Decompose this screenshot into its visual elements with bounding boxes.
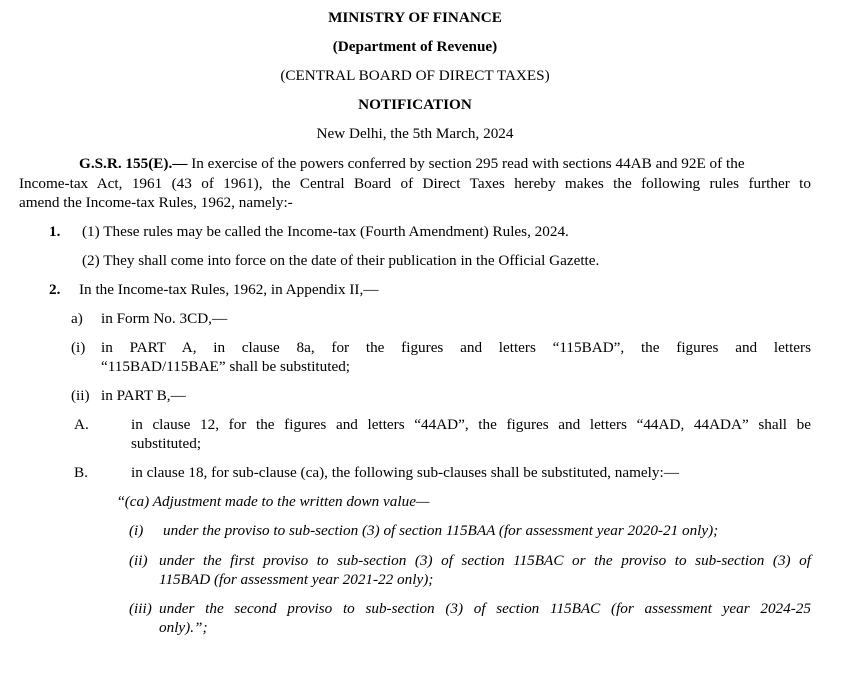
quote-item-1-line-1: under the proviso to sub-section (3) of section 115BAA (for assessment year 2020-21 only); xyxy=(163,522,719,539)
gsr-number: G.S.R. 155(E). xyxy=(79,155,173,172)
quote-item-2-label: (ii) xyxy=(129,552,148,569)
ministry-heading: MINISTRY OF FINANCE xyxy=(328,9,502,26)
board-heading: (CENTRAL BOARD OF DIRECT TAXES) xyxy=(280,67,550,84)
quote-item-1-label: (i) xyxy=(129,522,144,539)
preamble-text-1: In exercise of the powers conferred by section 295 read with sections 44AB and 92E of the xyxy=(187,155,745,172)
open-quote: “ xyxy=(118,493,125,510)
quote-item-3-line-1: under the second proviso to sub-section (3) of section 115BAC (for assessment year 2024-25 xyxy=(159,600,811,617)
preamble-line-1 xyxy=(79,154,811,173)
gsr-dash: — xyxy=(172,155,188,172)
part-b-label: (ii) xyxy=(71,387,90,404)
clause-a-label: A. xyxy=(74,416,89,433)
rule-2-text: In the Income-tax Rules, 1962, in Appendix II,— xyxy=(79,281,379,298)
sub-a-text: in Form No. 3CD,— xyxy=(101,310,228,327)
clause-b-label: B. xyxy=(74,464,88,481)
rule-1-item-1: (1) These rules may be called the Income-tax (Fourth Amendment) Rules, 2024. xyxy=(82,223,569,240)
quote-item-2-line-2: 115BAD (for assessment year 2021-22 only); xyxy=(159,571,434,588)
part-a-line-2: “115BAD/115BAE” shall be substituted; xyxy=(101,358,351,375)
department-heading: (Department of Revenue) xyxy=(332,38,498,55)
sub-a-label: a) xyxy=(71,310,83,327)
quote-item-3-label: (iii) xyxy=(129,600,152,617)
notification-heading: NOTIFICATION xyxy=(358,96,472,113)
quote-item-3-line-2: only).”; xyxy=(159,619,208,636)
clause-a-line-2: substituted; xyxy=(131,435,202,452)
part-b-text: in PART B,— xyxy=(101,387,186,404)
preamble-line-3: amend the Income-tax Rules, 1962, namely:- xyxy=(19,194,293,211)
quote-heading-text: (ca) Adjustment made to the written down value— xyxy=(124,493,430,510)
part-a-line-1: in PART A, in clause 8a, for the figures and letters “115BAD”, the figures and letters xyxy=(101,339,811,356)
preamble-line-2: Income-tax Act, 1961 (43 of 1961), the Central Board of Direct Taxes hereby makes the following rules further to xyxy=(19,175,811,192)
quote-item-2-line-1: under the first proviso to sub-section (3) of section 115BAC or the proviso to sub-section (3) of xyxy=(159,552,811,569)
rule-1-item-2: (2) They shall come into force on the date of their publication in the Official Gazette. xyxy=(82,252,600,269)
clause-a-line-1: in clause 12, for the figures and letters “44AD”, the figures and letters “44AD, 44ADA” shall be xyxy=(131,416,811,433)
quote-heading xyxy=(118,492,429,511)
part-a-label: (i) xyxy=(71,339,86,356)
place-date: New Delhi, the 5th March, 2024 xyxy=(316,125,514,142)
rule-2-number: 2. xyxy=(49,281,61,298)
clause-b-text: in clause 18, for sub-clause (ca), the following sub-clauses shall be substituted, namely:— xyxy=(131,464,679,481)
rule-1-number: 1. xyxy=(49,223,61,240)
